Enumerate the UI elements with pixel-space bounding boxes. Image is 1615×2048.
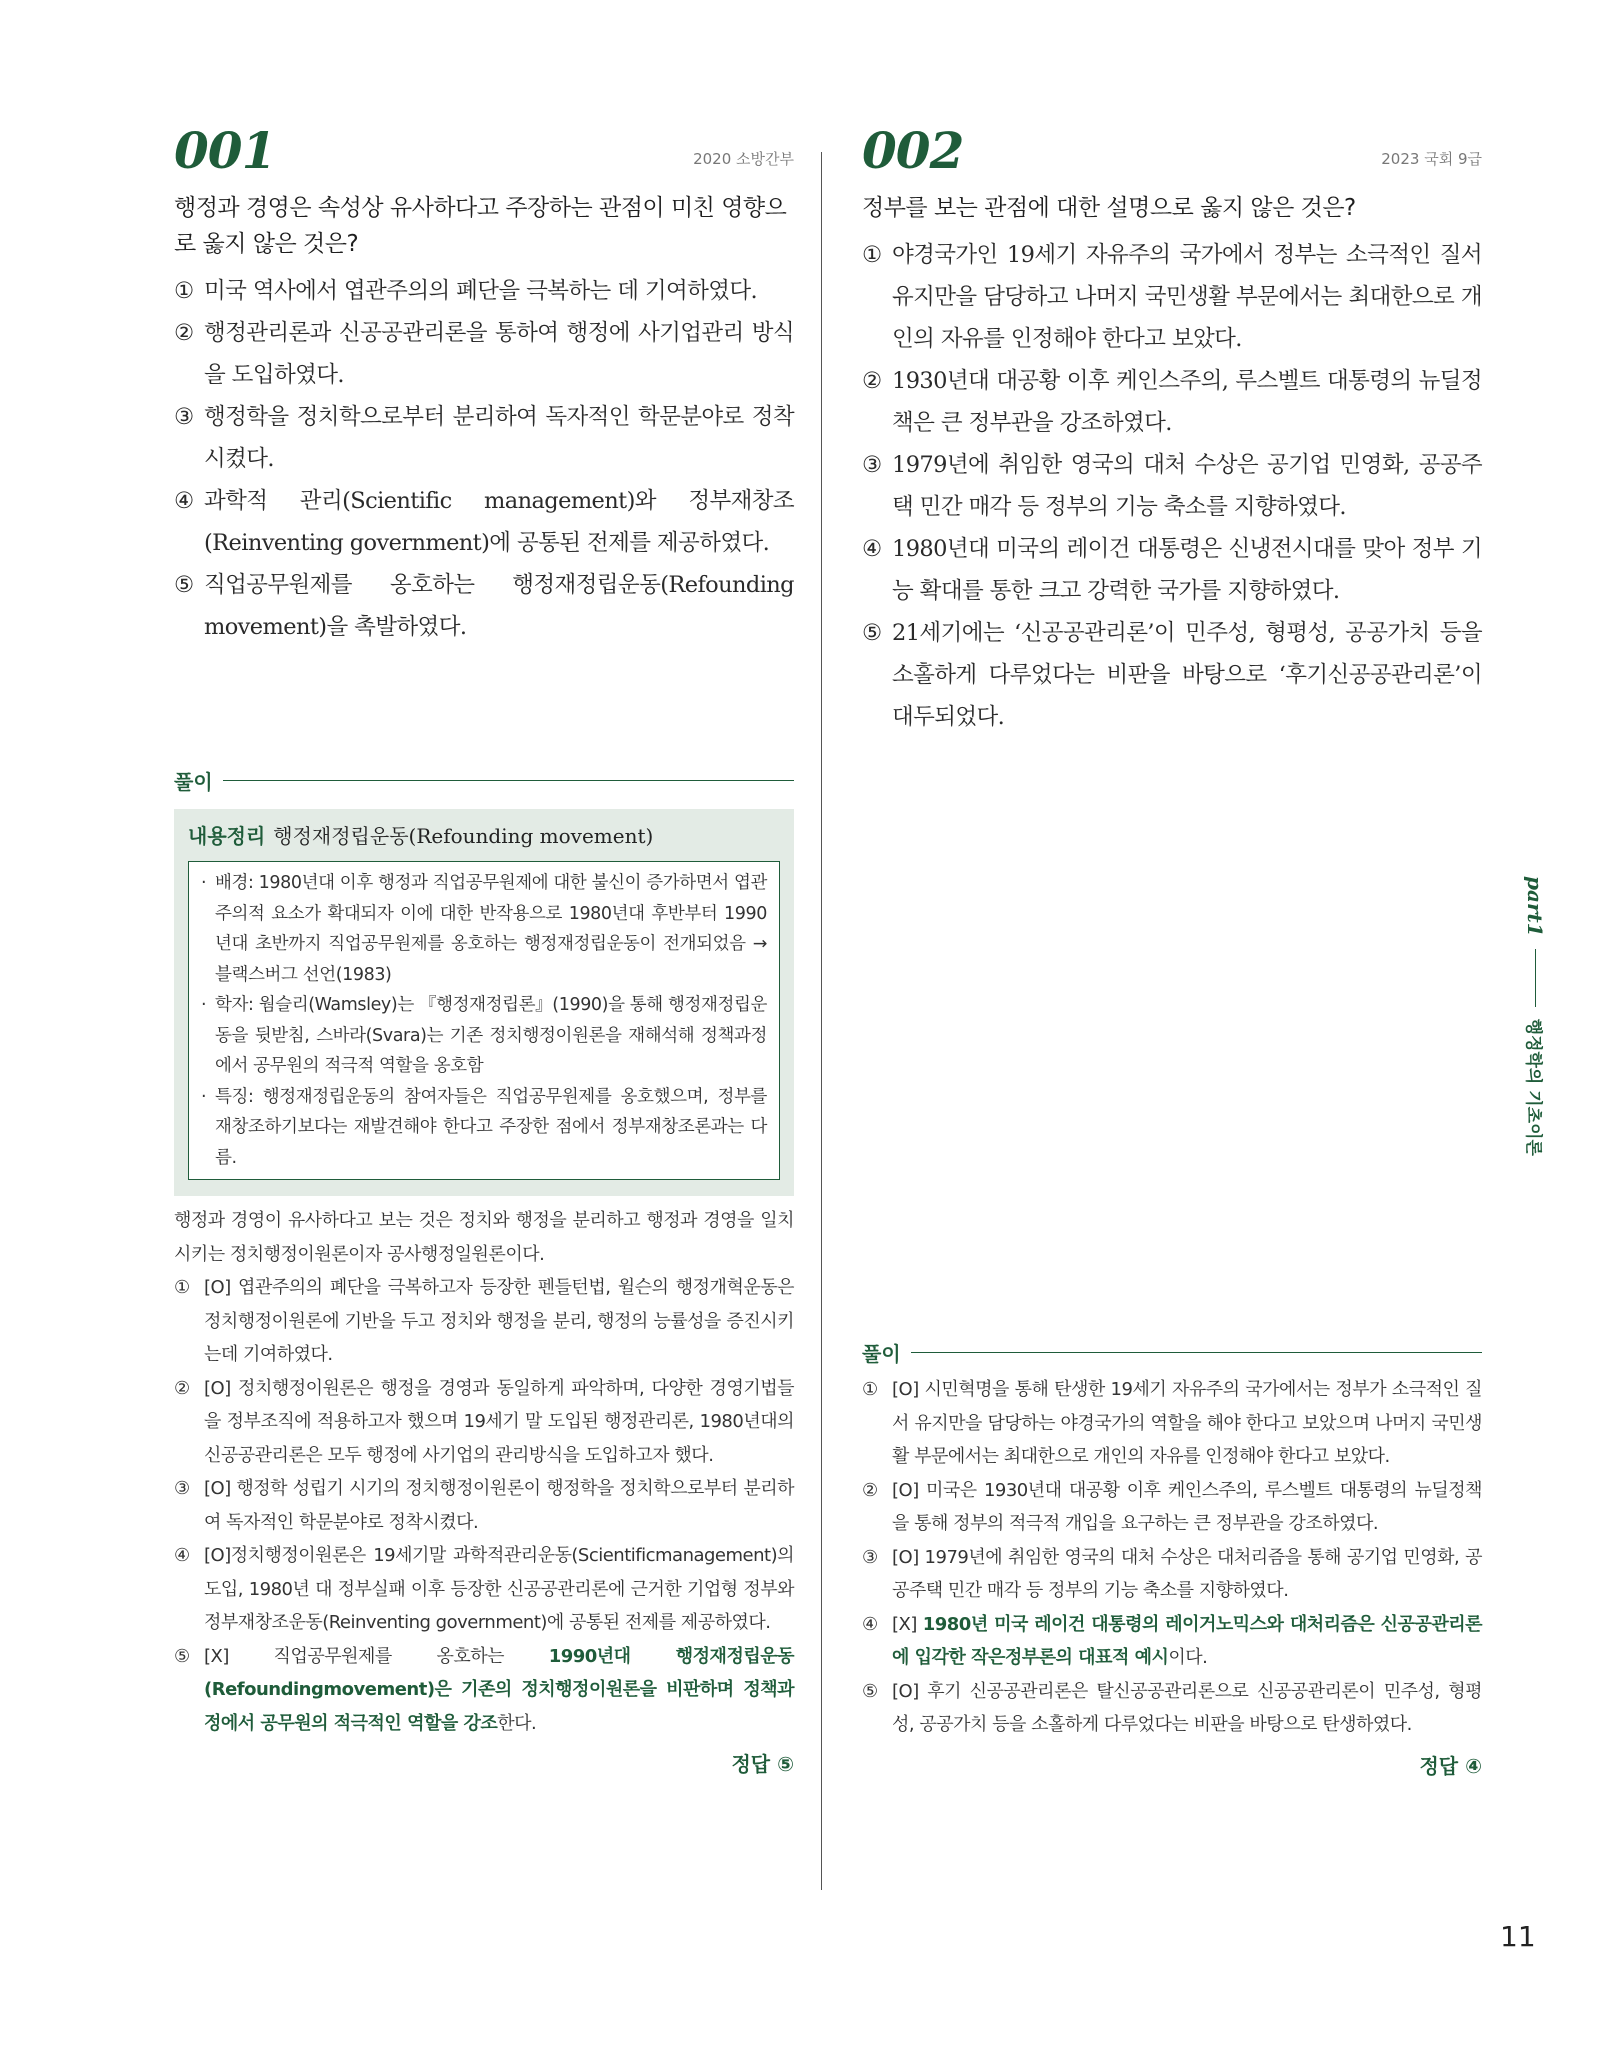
- option: ③ 1979년에 취임한 영국의 대처 수상은 공기업 민영화, 공공주택 민간 매각 등 정부의 기능 축소를 지향하였다.: [862, 452, 1482, 520]
- summary-box: [174, 809, 794, 1196]
- highlight-text: 1980년 미국 레이건 대통령의 레이거노믹스와 대처리즘은 신공공관리론에 입각한 작은정부론의 대표적 예시: [892, 1613, 1482, 1668]
- question-header: [862, 120, 1482, 182]
- solution-header: [174, 766, 794, 795]
- question-number: 001: [174, 121, 276, 180]
- question-002: [862, 120, 1482, 1779]
- question-number: 002: [862, 121, 964, 180]
- explanation: [862, 1373, 1482, 1742]
- option: ③ 행정학을 정치학으로부터 분리하여 독자적인 학문분야로 정착시켰다.: [174, 404, 794, 472]
- option: ④ 과학적 관리(Scientific management)와 정부재창조(Reinventing government)에 공통된 전제를 제공하였다.: [174, 488, 794, 556]
- highlight-text: 1990년대 행정재정립운동(Refoundingmovement)은 기존의 정치행정이원론을 비판하며 정책과정에서 공무원의 적극적인 역할을 강조: [204, 1645, 794, 1734]
- explanation: [174, 1204, 794, 1740]
- chapter-title: 행정학의 기초이론: [1523, 1018, 1543, 1156]
- summary-title: 내용정리 행정재정립운동(Refounding movement): [188, 824, 654, 848]
- solution-label: 풀이: [862, 1342, 901, 1366]
- explanation-item: ② [O] 미국은 1930년대 대공황 이후 케인스주의, 루스벨트 대통령의 뉴딜정책을 통해 정부의 적극적 개입을 요구하는 큰 정부관을 강조하였다.: [862, 1479, 1482, 1534]
- explanation-intro: 행정과 경영이 유사하다고 보는 것은 정치와 행정을 분리하고 행정과 경영을 일치시키는 정치행정이원론이자 공사행정일원론이다.: [174, 1210, 794, 1265]
- question-source: 2023 국회 9급: [1381, 150, 1482, 168]
- summary-bullet: · 배경: 1980년대 이후 행정과 직업공무원제에 대한 불신이 증가하면서 엽관주의적 요소가 확대되자 이에 대한 반작용으로 1980년대 후반부터 1990년대 초반까지 직업공무원제를 옹호하는 행정재정립운동이 전개되었음 → 블랙스버그 선언(1983): [201, 873, 767, 985]
- solution-header: [862, 1338, 1482, 1367]
- explanation-item: ③ [O] 행정학 성립기 시기의 정치행정이원론이 행정학을 정치학으로부터 분리하여 독자적인 학문분야로 정착시켰다.: [174, 1478, 794, 1533]
- option: ① 야경국가인 19세기 자유주의 국가에서 정부는 소극적인 질서 유지만을 담당하고 나머지 국민생활 부문에서는 최대한으로 개인의 자유를 인정해야 한다고 보았다.: [862, 242, 1482, 352]
- answer: 정답 ④: [1419, 1753, 1482, 1778]
- option: ① 미국 역사에서 엽관주의의 폐단을 극복하는 데 기여하였다.: [174, 278, 758, 304]
- option: ② 1930년대 대공황 이후 케인스주의, 루스벨트 대통령의 뉴딜정책은 큰 정부관을 강조하였다.: [862, 368, 1482, 436]
- explanation-item: ② [O] 정치행정이원론은 행정을 경영과 동일하게 파악하며, 다양한 경영기법들을 정부조직에 적용하고자 했으며 19세기 말 도입된 행정관리론, 1980년대의 신공공관리론은 모두 행정에 사기업의 관리방식을 도입하고자 했다.: [174, 1377, 794, 1466]
- option: ④ 1980년대 미국의 레이건 대통령은 신냉전시대를 맞아 정부 기능 확대를 통한 크고 강력한 국가를 지향하였다.: [862, 536, 1482, 604]
- explanation-item: ⑤ [O] 후기 신공공관리론은 탈신공공관리론으로 신공공관리론이 민주성, 형평성, 공공가치 등을 소홀하게 다루었다는 비판을 바탕으로 탄생하였다.: [862, 1680, 1482, 1735]
- option-list: [862, 234, 1482, 738]
- option: ⑤ 21세기에는 ‘신공공관리론’이 민주성, 형평성, 공공가치 등을 소홀하게 다루었다는 비판을 바탕으로 ‘후기신공공관리론’이 대두되었다.: [862, 620, 1482, 730]
- solution-label: 풀이: [174, 770, 213, 794]
- question-001: [174, 120, 794, 1777]
- part-label: part1: [1523, 876, 1548, 937]
- summary-bullet: · 학자: 웜슬리(Wamsley)는 『행정재정립론』(1990)을 통해 행정재정립운동을 뒷받침, 스바라(Svara)는 기존 정치행정이원론을 재해석해 정책과정에서 공무원의 적극적 역할을 옹호함: [201, 995, 767, 1076]
- summary-content: [188, 861, 780, 1180]
- chapter-side-tab: [1523, 876, 1568, 1166]
- option: ② 행정관리론과 신공공관리론을 통하여 행정에 사기업관리 방식을 도입하였다.: [174, 320, 794, 388]
- question-source: 2020 소방간부: [693, 150, 794, 168]
- answer: 정답 ⑤: [731, 1752, 794, 1776]
- explanation-item: ① [O] 엽관주의의 폐단을 극복하고자 등장한 펜들턴법, 윌슨의 행정개혁운동은 정치행정이원론에 기반을 두고 정치와 행정을 분리, 행정의 능률성을 증진시키는데 기여하였다.: [174, 1277, 794, 1365]
- explanation-item: ⑤ [X] 직업공무원제를 옹호하는 1990년대 행정재정립운동(Refoundingmovement)은 기존의 정치행정이원론을 비판하며 정책과정에서 공무원의 적극적인 역할을 강조한다.: [174, 1645, 794, 1734]
- summary-bullet: · 특징: 행정재정립운동의 참여자들은 직업공무원제를 옹호했으며, 정부를 재창조하기보다는 재발견해야 한다고 주장한 점에서 정부재창조론과는 다름.: [201, 1086, 767, 1168]
- question-stem: 행정과 경영은 속성상 유사하다고 주장하는 관점이 미친 영향으로 옳지 않은 것은?: [174, 195, 787, 257]
- option-list: [174, 270, 794, 648]
- option: ⑤ 직업공무원제를 옹호하는 행정재정립운동(Refounding movement)을 촉발하였다.: [174, 572, 794, 640]
- question-stem: 정부를 보는 관점에 대한 설명으로 옳지 않은 것은?: [862, 195, 1356, 221]
- page-number: 11: [1500, 1920, 1536, 1953]
- explanation-item: ④ [O]정치행정이원론은 19세기말 과학적관리운동(Scientificmanagement)의 도입, 1980년 대 정부실패 이후 등장한 신공공관리론에 근거한 기업형 정부와 정부재창조운동(Reinventing government)에 공통된 전제를 제공하였다.: [174, 1545, 794, 1633]
- explanation-item: ③ [O] 1979년에 취임한 영국의 대처 수상은 대처리즘을 통해 공기업 민영화, 공공주택 민간 매각 등 정부의 기능 축소를 지향하였다.: [862, 1546, 1482, 1601]
- column-divider: [821, 152, 822, 1890]
- question-header: [174, 120, 794, 182]
- explanation-item: ④ [X] 1980년 미국 레이건 대통령의 레이거노믹스와 대처리즘은 신공공관리론에 입각한 작은정부론의 대표적 예시이다.: [862, 1613, 1482, 1668]
- side-divider: [1535, 949, 1537, 1007]
- explanation-item: ① [O] 시민혁명을 통해 탄생한 19세기 자유주의 국가에서는 정부가 소극적인 질서 유지만을 담당하는 야경국가의 역할을 해야 한다고 보았으며 나머지 국민생활 부문에서는 최대한으로 개인의 자유를 인정해야 한다고 보았다.: [862, 1379, 1482, 1467]
